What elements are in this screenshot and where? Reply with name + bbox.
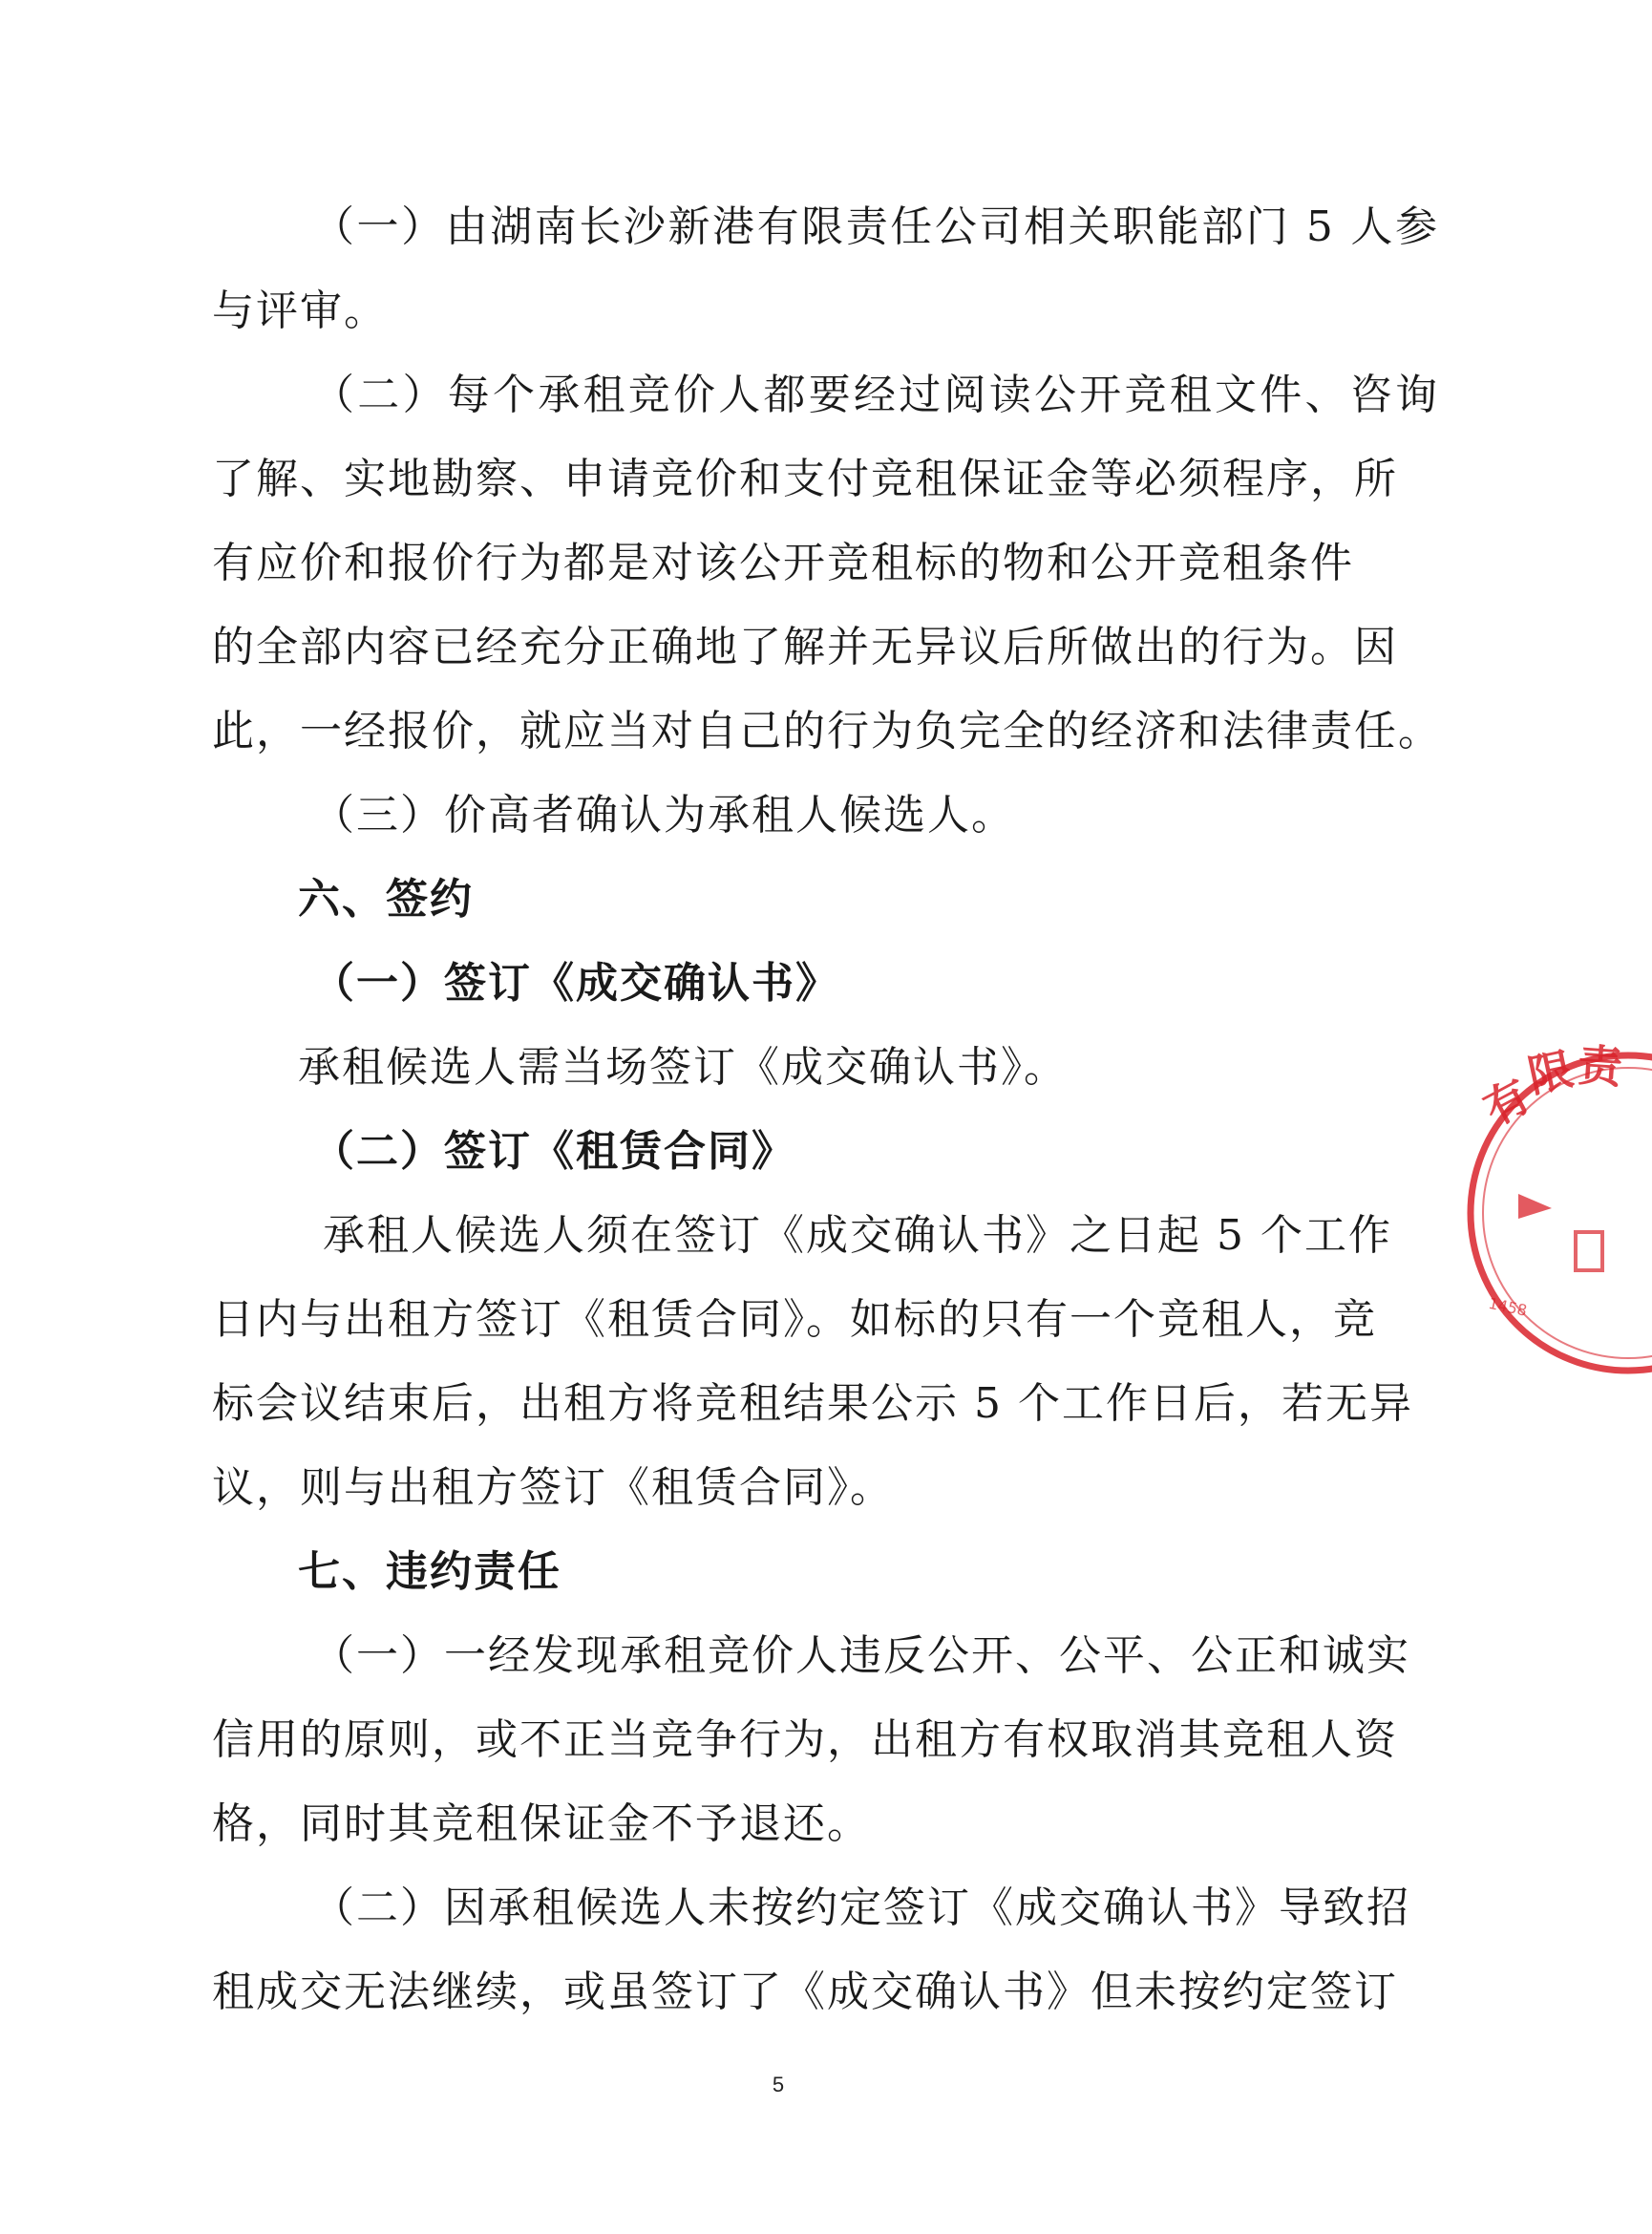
paragraph-line: 承租人候选人须在签订《成交确认书》之日起 5 个工作 xyxy=(323,1211,1392,1260)
paragraph-line: 格，同时其竞租保证金不予退还。 xyxy=(212,1799,871,1848)
section-heading: 六、签约 xyxy=(298,875,474,924)
paragraph-line: 信用的原则，或不正当竞争行为，出租方有权取消其竞租人资 xyxy=(212,1715,1398,1764)
paragraph-line: 承租候选人需当场签订《成交确认书》。 xyxy=(298,1043,1068,1092)
svg-text:限: 限 xyxy=(1523,1042,1578,1103)
paragraph-line: 议，则与出租方签订《租赁合同》。 xyxy=(212,1463,894,1512)
subsection-heading: （一）签订《成交确认书》 xyxy=(312,959,839,1008)
paragraph-line: 标会议结束后，出租方将竞租结果公示 5 个工作日后，若无异 xyxy=(212,1379,1413,1428)
paragraph-line: （二）因承租候选人未按约定签订《成交确认书》导致招 xyxy=(312,1883,1410,1932)
svg-text:1458: 1458 xyxy=(1487,1293,1529,1320)
subsection-heading: （二）签订《租赁合同》 xyxy=(312,1127,795,1176)
paragraph-line: 了解、实地勘察、申请竞价和支付竞租保证金等必须程序，所 xyxy=(212,455,1398,503)
svg-text:有: 有 xyxy=(1475,1069,1539,1136)
paragraph-line: 的全部内容已经充分正确地了解并无异议后所做出的行为。因 xyxy=(212,623,1398,671)
paragraph-line: 此，一经报价，就应当对自己的行为负完全的经济和法律责任。 xyxy=(212,707,1442,755)
paragraph-line: （三）价高者确认为承租人候选人。 xyxy=(312,791,1015,840)
paragraph-line: 有应价和报价行为都是对该公开竞租标的物和公开竞租条件 xyxy=(212,539,1354,587)
company-seal-stamp xyxy=(1461,1032,1652,1394)
page-number: 5 xyxy=(772,2073,785,2096)
section-heading: 七、违约责任 xyxy=(298,1547,561,1596)
svg-text:责: 责 xyxy=(1576,1038,1624,1094)
paragraph-line: 与评审。 xyxy=(212,287,388,335)
paragraph-line: （二）每个承租竞价人都要经过阅读公开竞租文件、咨询 xyxy=(312,371,1439,419)
paragraph-line: （一）由湖南长沙新港有限责任公司相关职能部门 5 人参 xyxy=(312,202,1439,251)
paragraph-line: （一）一经发现承租竞价人违反公开、公平、公正和诚实 xyxy=(312,1631,1410,1680)
paragraph-line: 租成交无法继续，或虽签订了《成交确认书》但未按约定签订 xyxy=(212,1968,1398,2016)
paragraph-line: 日内与出租方签订《租赁合同》。如标的只有一个竞租人，竞 xyxy=(212,1295,1377,1344)
